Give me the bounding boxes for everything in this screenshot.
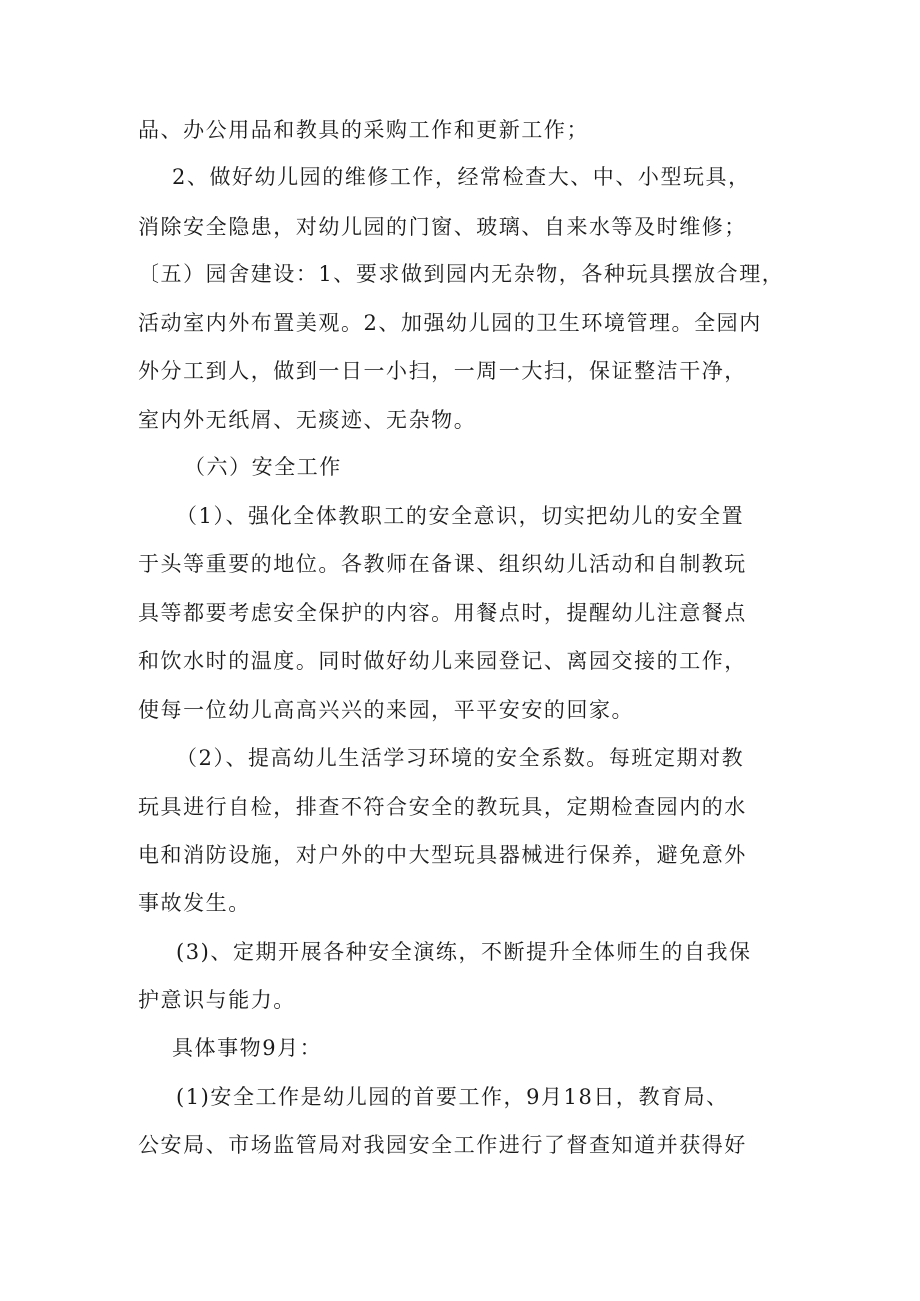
text-line: 公安局、市场监管局对我园安全工作进行了督查知道并获得好 bbox=[138, 1133, 747, 1157]
text-line: 玩具进行自检，排查不符合安全的教玩具，定期检查园内的水 bbox=[138, 795, 747, 819]
text-line: 〔五）园舍建设：1、要求做到园内无杂物，各种玩具摆放合理， bbox=[138, 262, 785, 286]
text-line: 于头等重要的地位。各教师在备课、组织幼儿活动和自制教玩 bbox=[138, 552, 747, 576]
text-line: 具等都要考虑安全保护的内容。用餐点时，提醒幼儿注意餐点 bbox=[138, 601, 747, 625]
text-line: 外分工到人，做到一日一小扫，一周一大扫，保证整洁干净， bbox=[138, 359, 747, 383]
text-line: （1）、强化全体教职工的安全意识，切实把幼儿的安全置 bbox=[176, 504, 745, 528]
text-line: 室内外无纸屑、无痰迹、无杂物。 bbox=[138, 408, 477, 432]
section-heading: （六）安全工作 bbox=[184, 455, 342, 479]
text-line: 使每一位幼儿高高兴兴的来园，平平安安的回家。 bbox=[138, 698, 635, 722]
text-line: （2）、提高幼儿生活学习环境的安全系数。每班定期对教 bbox=[176, 746, 745, 770]
text-line: 消除安全隐患，对幼儿园的门窗、玻璃、自来水等及时维修； bbox=[138, 215, 747, 239]
text-line: 品、办公用品和教具的采购工作和更新工作； bbox=[138, 118, 589, 142]
text-line: 事故发生。 bbox=[138, 891, 251, 915]
text-line: 和饮水时的温度。同时做好幼儿来园登记、离园交接的工作， bbox=[138, 649, 747, 673]
text-line: (1)安全工作是幼儿园的首要工作，9月18日，教育局、 bbox=[176, 1085, 729, 1109]
text-line: 护意识与能力。 bbox=[138, 988, 296, 1012]
text-line: 具体事物9月： bbox=[172, 1036, 323, 1060]
text-line: (3)、定期开展各种安全演练，不断提升全体师生的自我保 bbox=[176, 940, 752, 964]
text-line: 2、做好幼儿园的维修工作，经常检查大、中、小型玩具， bbox=[172, 165, 751, 189]
text-line: 电和消防设施，对户外的中大型玩具器械进行保养，避免意外 bbox=[138, 843, 747, 867]
text-line: 活动室内外布置美观。2、加强幼儿园的卫生环境管理。全园内 bbox=[138, 311, 762, 335]
